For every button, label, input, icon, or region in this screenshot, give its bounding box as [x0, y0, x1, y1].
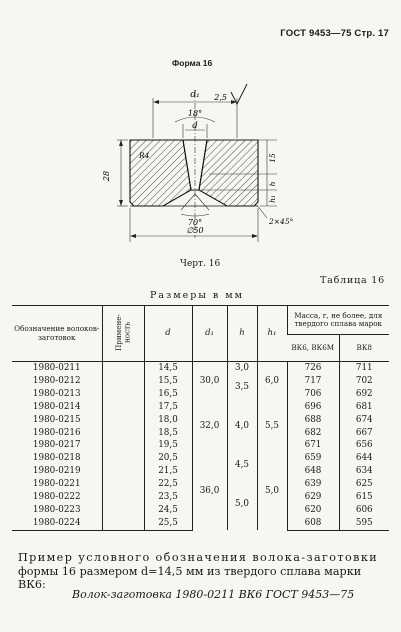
cell-code: 1980-0216: [32, 427, 81, 438]
dimensions-table: [12, 305, 389, 531]
cell-d: 18,5: [144, 427, 192, 440]
cell-mass-vk8: 681: [339, 401, 389, 414]
cell-d: 21,5: [144, 465, 192, 478]
cell-code: 1980-0219: [32, 466, 81, 477]
cell-application: [102, 362, 144, 375]
header-mass: Масса, г, не более, для твердого сплава марок: [287, 306, 389, 335]
cell-d: 14,5: [144, 362, 192, 375]
cell-mass-vk8: 656: [339, 439, 389, 452]
cell-code: 1980-0217: [32, 440, 81, 451]
label-chamfer: 2×45°: [269, 217, 294, 226]
cell-application: [102, 517, 144, 530]
example-line-2: формы 16 размером d=14,5 мм из твердого сплава марки ВК6:: [18, 565, 362, 591]
cell-code: 1980-0212: [32, 375, 81, 386]
cell-h: 3,5: [227, 375, 257, 401]
cell-h1: 5,5: [257, 401, 287, 453]
cell-code: 1980-0224: [12, 517, 102, 530]
cell-mass-vk8: 595: [339, 517, 389, 530]
table-caption: Таблица 16: [320, 275, 385, 286]
cell-mass-vk6: 659: [287, 452, 339, 465]
cell-h: 3,0: [227, 362, 257, 375]
label-radius: R4: [139, 151, 150, 160]
example-line-1: Пример условного обозначения волока-заготовки: [18, 551, 379, 564]
cell-d1: 36,0: [192, 452, 227, 530]
label-15: 15: [268, 153, 277, 163]
cell-mass-vk8: 606: [339, 504, 389, 517]
cell-application: [102, 388, 144, 401]
cell-code: 1980-0221: [32, 479, 81, 490]
figure-caption: Черт. 16: [180, 259, 221, 269]
cell-application: [102, 439, 144, 452]
cell-application: [102, 465, 144, 478]
header-alloy-vk8: ВК8: [339, 335, 389, 362]
cell-mass-vk6: 629: [287, 491, 339, 504]
cell-h: 4,0: [227, 401, 257, 453]
cell-d1: 30,0: [192, 362, 227, 401]
cell-application: [102, 452, 144, 465]
cell-mass-vk6: 726: [287, 362, 339, 375]
cell-application: [102, 414, 144, 427]
cell-code: 1980-0214: [32, 401, 81, 412]
cell-d: 23,5: [144, 491, 192, 504]
header-designation: Обозначение волоков-заготовок: [12, 306, 102, 362]
label-h: h: [268, 181, 277, 187]
cell-application: [102, 491, 144, 504]
technical-drawing: [95, 78, 305, 256]
cell-mass-vk8: 634: [339, 465, 389, 478]
header-d: d: [144, 306, 192, 362]
cell-d1: 32,0: [192, 401, 227, 453]
label-d1: d₁: [190, 90, 200, 100]
header-h1: h₁: [257, 306, 287, 362]
cell-code: 1980-0223: [32, 504, 81, 515]
cell-mass-vk8: 711: [339, 362, 389, 375]
cell-d: 22,5: [144, 478, 192, 491]
cell-h1: 6,0: [257, 362, 287, 401]
label-h1: h₁: [268, 195, 277, 203]
cell-mass-vk8: 692: [339, 388, 389, 401]
cell-d: 16,5: [144, 388, 192, 401]
cell-mass-vk8: 644: [339, 452, 389, 465]
cell-h: 4,5: [227, 452, 257, 478]
cell-code: 1980-0218: [32, 453, 81, 464]
cell-mass-vk6: 608: [287, 517, 339, 530]
table-row: [12, 362, 389, 375]
cell-mass-vk6: 639: [287, 478, 339, 491]
cell-mass-vk6: 717: [287, 375, 339, 388]
cell-d: 24,5: [144, 504, 192, 517]
cell-d: 19,5: [144, 439, 192, 452]
cell-h1: 5,0: [257, 452, 287, 530]
cell-application: [102, 478, 144, 491]
cell-mass-vk8: 625: [339, 478, 389, 491]
cell-mass-vk6: 688: [287, 414, 339, 427]
cell-mass-vk6: 696: [287, 401, 339, 414]
label-diameter: ∅50: [186, 226, 204, 235]
label-d: d: [192, 121, 198, 131]
cell-application: [102, 375, 144, 388]
cell-application: [102, 401, 144, 414]
table-subtitle: Размеры в мм: [150, 290, 245, 301]
cell-mass-vk8: 667: [339, 427, 389, 440]
cell-mass-vk6: 648: [287, 465, 339, 478]
section-left: [130, 140, 191, 206]
page-header: ГОСТ 9453—75 Стр. 17: [280, 28, 389, 39]
cell-mass-vk6: 620: [287, 504, 339, 517]
cell-d: 17,5: [144, 401, 192, 414]
cell-h: 5,0: [227, 478, 257, 530]
cell-mass-vk6: 706: [287, 388, 339, 401]
cell-mass-vk8: 615: [339, 491, 389, 504]
cell-d: 18,0: [144, 414, 192, 427]
table-row: [12, 401, 389, 414]
cell-mass-vk8: 702: [339, 375, 389, 388]
section-right: [199, 140, 258, 206]
label-angle-top: 18°: [187, 109, 203, 118]
cell-d: 15,5: [144, 375, 192, 388]
form-title: Форма 16: [172, 58, 213, 68]
example-designation: Волок-заготовка 1980-0211 ВК6 ГОСТ 9453—75: [72, 588, 355, 601]
cell-d: 20,5: [144, 452, 192, 465]
cell-mass-vk6: 682: [287, 427, 339, 440]
cell-application: [102, 504, 144, 517]
cell-code: 1980-0211: [32, 363, 81, 373]
cell-d: 25,5: [144, 517, 192, 530]
label-height: 28: [102, 170, 111, 182]
cell-mass-vk6: 671: [287, 439, 339, 452]
header-application: Примене-ность: [102, 306, 144, 362]
cell-application: [102, 427, 144, 440]
cell-code: 1980-0215: [32, 414, 81, 425]
label-angle-bottom: 70°: [187, 218, 203, 227]
header-h: h: [227, 306, 257, 362]
table-row: [12, 452, 389, 465]
header-alloy-vk6: ВК6, ВК6М: [287, 335, 339, 362]
label-roughness: 2,5: [214, 93, 227, 102]
cell-code: 1980-0222: [32, 492, 81, 503]
cell-mass-vk8: 674: [339, 414, 389, 427]
cell-code: 1980-0213: [32, 388, 81, 399]
header-d1: d₁: [192, 306, 227, 362]
